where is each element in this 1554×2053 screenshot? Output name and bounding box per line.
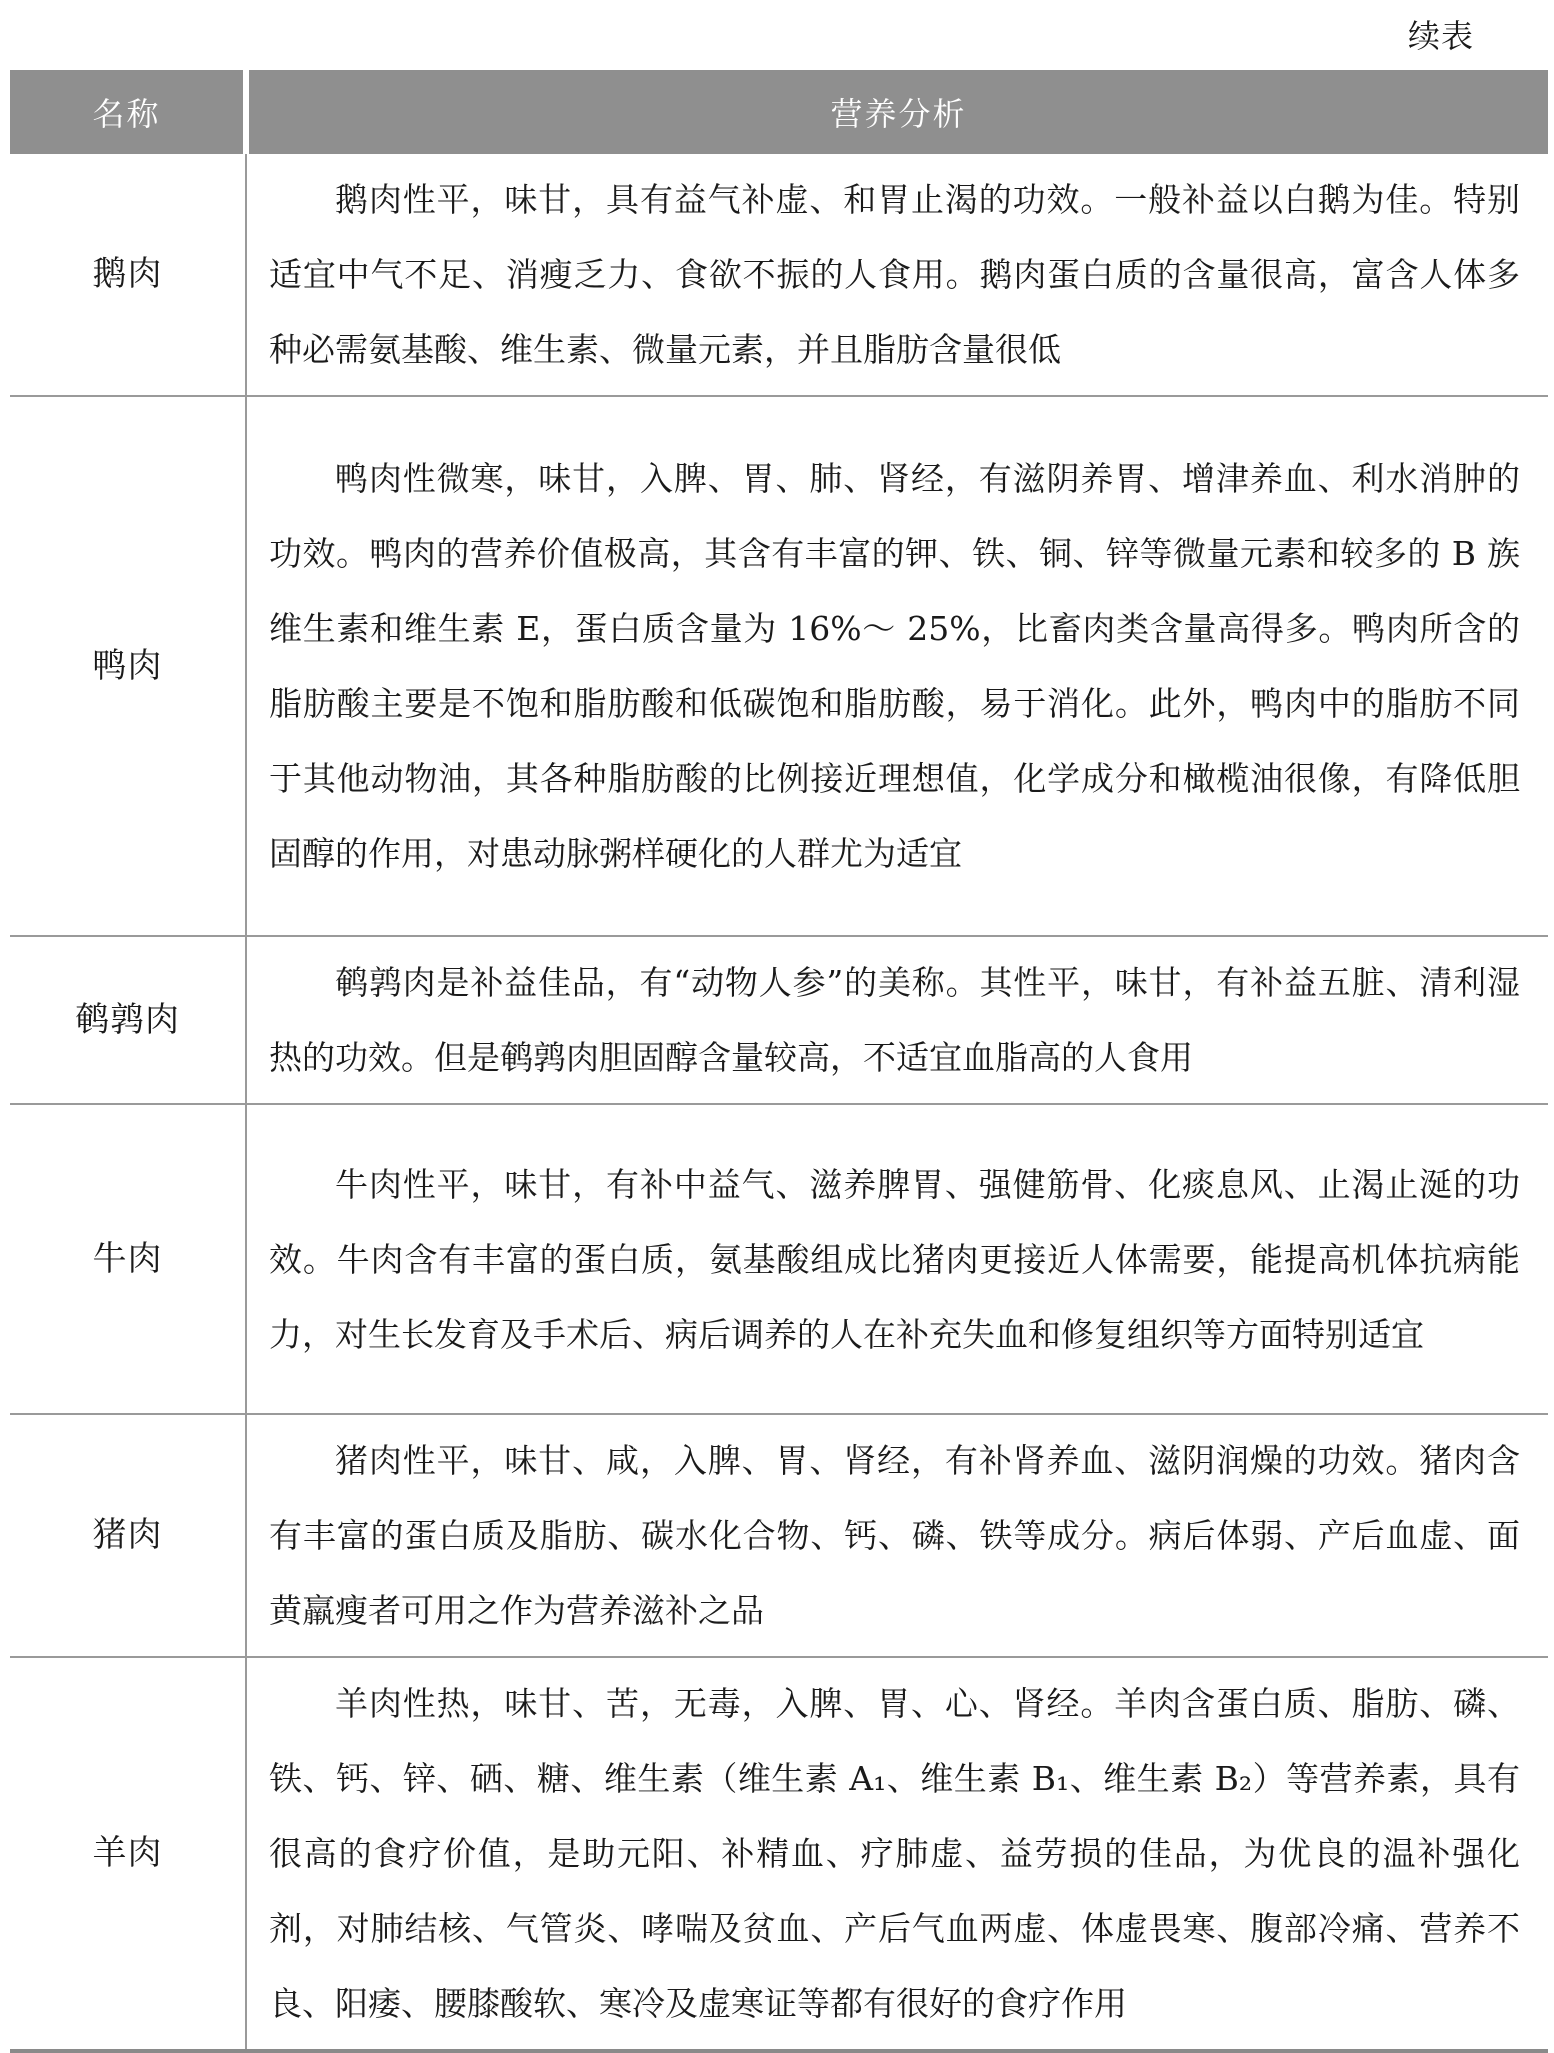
row-analysis-cell [246,396,1548,936]
table-header [10,70,1548,154]
row-analysis-text: 鹅肉性平，味甘，具有益气补虚、和胃止渴的功效。一般补益以白鹅为佳。特别适宜中气不足、消瘦乏力、食欲不振的人食用。鹅肉蛋白质的含量很高，富含人体多种必需氨基酸、维生素、微量元素，并且脂肪含量很低 [269,180,1520,369]
row-name-cell: 猪肉 [10,1414,246,1657]
row-analysis-text: 猪肉性平，味甘、咸，入脾、胃、肾经，有补肾养血、滋阴润燥的功效。猪肉含有丰富的蛋白质及脂肪、碳水化合物、钙、磷、铁等成分。病后体弱、产后血虚、面黄羸瘦者可用之作为营养滋补之品 [269,1441,1520,1630]
row-analysis-text: 羊肉性热，味甘、苦，无毒，入脾、胃、心、肾经。羊肉含蛋白质、脂肪、磷、铁、钙、锌、硒、糖、维生素（维生素 A₁、维生素 B₁、维生素 B₂）等营养素，具有很高的食疗价值，是助元阳、补精血、疗肺虚、益劳损的佳品，为优良的温补强化剂，对肺结核、气管炎、哮喘及贫血、产后气血两虚、体虚畏寒、腹部冷痛、营养不良、阳痿、腰膝酸软、寒冷及虚寒证等都有很好的食疗作用 [269,1684,1520,2023]
column-header-name: 名称 [10,70,246,154]
nutrition-table [10,70,1548,2053]
table-row [10,396,1548,936]
table-row [10,1657,1548,2051]
row-analysis-cell [246,936,1548,1104]
row-analysis-text: 鸭肉性微寒，味甘，入脾、胃、肺、肾经，有滋阴养胃、增津养血、利水消肿的功效。鸭肉的营养价值极高，其含有丰富的钾、铁、铜、锌等微量元素和较多的 B 族维生素和维生素 E，蛋白质含量为 16%～ 25%，比畜肉类含量高得多。鸭肉所含的脂肪酸主要是不饱和脂肪酸和低碳饱和脂肪酸，易于消化。此外，鸭肉中的脂肪不同于其他动物油，其各种脂肪酸的比例接近理想值，化学成分和橄榄油很像，有降低胆固醇的作用，对患动脉粥样硬化的人群尤为适宜 [269,459,1520,873]
table-row [10,1104,1548,1414]
row-name-cell: 鹅肉 [10,154,246,396]
row-name-cell: 牛肉 [10,1104,246,1414]
row-name-cell: 羊肉 [10,1657,246,2051]
row-analysis-cell [246,1104,1548,1414]
row-name-cell: 鸭肉 [10,396,246,936]
table-row [10,1414,1548,1657]
row-name-cell: 鹌鹑肉 [10,936,246,1104]
column-header-analysis: 营养分析 [246,70,1548,154]
row-analysis-cell [246,1414,1548,1657]
row-analysis-cell [246,154,1548,396]
row-analysis-text: 鹌鹑肉是补益佳品，有“动物人参”的美称。其性平，味甘，有补益五脏、清利湿热的功效。但是鹌鹑肉胆固醇含量较高，不适宜血脂高的人食用 [269,963,1520,1077]
continued-table-label: 续表 [1407,17,1474,55]
table-row [10,154,1548,396]
table-row [10,936,1548,1104]
row-analysis-cell [246,1657,1548,2051]
row-analysis-text: 牛肉性平，味甘，有补中益气、滋养脾胃、强健筋骨、化痰息风、止渴止涎的功效。牛肉含有丰富的蛋白质，氨基酸组成比猪肉更接近人体需要，能提高机体抗病能力，对生长发育及手术后、病后调养的人在补充失血和修复组织等方面特别适宜 [269,1164,1520,1354]
